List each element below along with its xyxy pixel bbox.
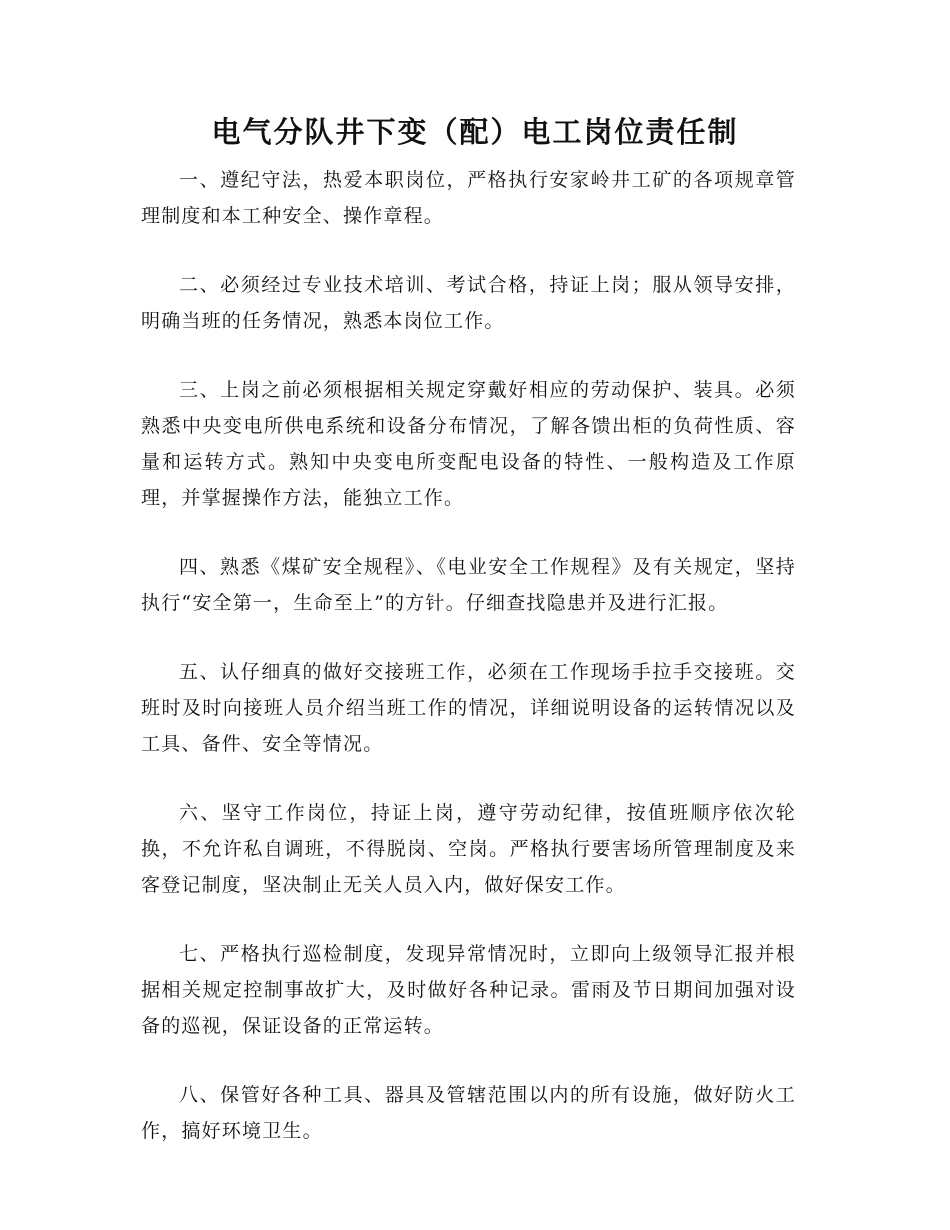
paragraph-8: 八、保管好各种工具、器具及管辖范围以内的所有设施，做好防火工作，搞好环境卫生。 — [141, 1084, 796, 1142]
document-body — [141, 162, 796, 1182]
paragraph-5: 五、认仔细真的做好交接班工作，必须在工作现场手拉手交接班。交班时及时向接班人员介绍当班工作的情况，详细说明设备的运转情况以及工具、备件、安全等情况。 — [141, 661, 796, 755]
paragraph-3: 三、上岗之前必须根据相关规定穿戴好相应的劳动保护、装具。必须熟悉中央变电所供电系统和设备分布情况，了解各馈出柜的负荷性质、容量和运转方式。熟知中央变电所变配电设备的特性、一般构造及工作原理，并掌握操作方法，能独立工作。 — [141, 379, 796, 509]
paragraph-4: 四、熟悉《煤矿安全规程》、《电业安全工作规程》及有关规定，坚持执行“安全第一，生命至上”的方针。仔细查找隐患并及进行汇报。 — [141, 556, 796, 614]
paragraph-6: 六、坚守工作岗位，持证上岗，遵守劳动纪律，按值班顺序依次轮换，不允许私自调班，不得脱岗、空岗。严格执行要害场所管理制度及来客登记制度，坚决制止无关人员入内，做好保安工作。 — [141, 802, 796, 896]
document-title: 电气分队井下变（配）电工岗位责任制 — [211, 115, 739, 149]
paragraph-2: 二、必须经过专业技术培训、考试合格，持证上岗；服从领导安排，明确当班的任务情况，熟悉本岗位工作。 — [141, 274, 796, 332]
paragraph-1: 一、遵纪守法，热爱本职岗位，严格执行安家岭井工矿的各项规章管理制度和本工种安全、操作章程。 — [141, 169, 796, 227]
paragraph-7: 七、严格执行巡检制度，发现异常情况时，立即向上级领导汇报并根据相关规定控制事故扩大，及时做好各种记录。雷雨及节日期间加强对设备的巡视，保证设备的正常运转。 — [141, 943, 796, 1037]
